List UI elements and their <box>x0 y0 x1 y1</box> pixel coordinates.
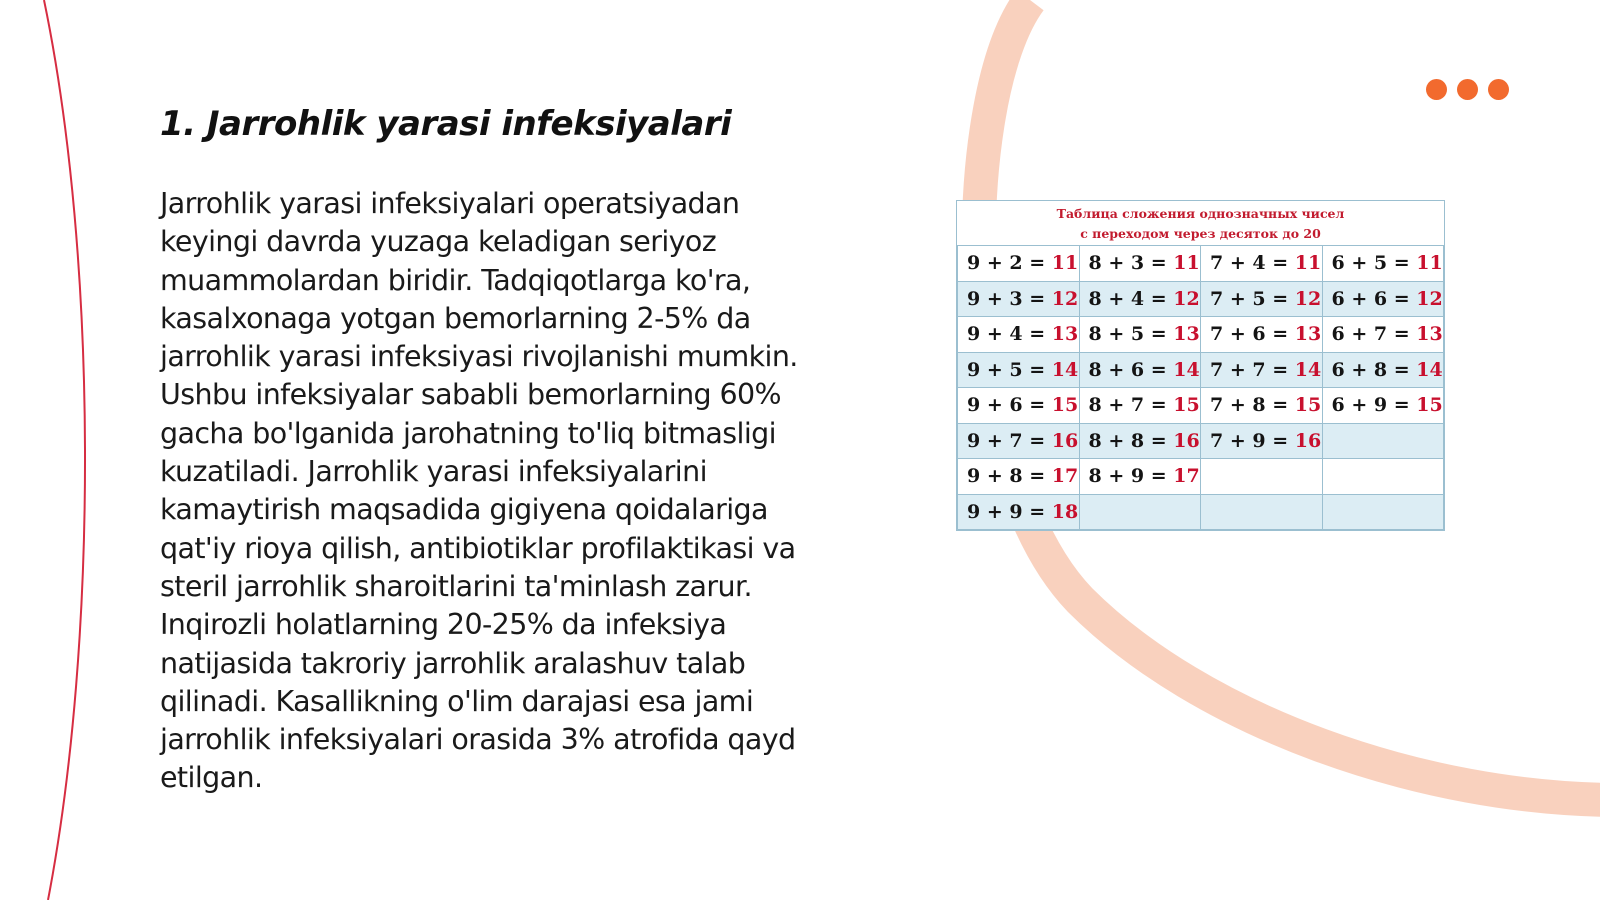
table-cell <box>1322 494 1444 530</box>
cell-expression: 7 + 9 = <box>1210 429 1289 452</box>
table-row <box>958 494 1444 530</box>
table-cell <box>1079 459 1201 495</box>
table-cell <box>958 388 1080 424</box>
cell-expression: 6 + 5 = <box>1331 252 1410 275</box>
table-cell <box>1079 317 1201 353</box>
cell-result: 11 <box>1173 252 1200 275</box>
cell-expression: 8 + 6 = <box>1088 358 1167 381</box>
cell-result: 17 <box>1051 465 1079 488</box>
table-caption-line2: с переходом через десяток до 20 <box>1080 226 1321 241</box>
cell-result: 17 <box>1173 465 1200 488</box>
cell-result: 12 <box>1416 287 1443 310</box>
table-row <box>958 317 1444 353</box>
table-cell <box>1322 281 1444 317</box>
cell-result: 15 <box>1294 394 1322 417</box>
table-cell <box>1322 459 1444 495</box>
cell-expression: 9 + 6 = <box>967 394 1046 417</box>
table-cell <box>1079 352 1201 388</box>
table-row <box>958 246 1444 282</box>
table-cell <box>1322 388 1444 424</box>
table-cell <box>1201 317 1323 353</box>
table-cell <box>1079 281 1201 317</box>
cell-expression: 9 + 7 = <box>967 429 1046 452</box>
table-cell <box>1322 352 1444 388</box>
cell-expression: 6 + 9 = <box>1331 394 1410 417</box>
table-cell <box>1322 317 1444 353</box>
cell-result: 11 <box>1294 252 1322 275</box>
table-cell <box>1079 423 1201 459</box>
table-cell <box>1322 423 1444 459</box>
table-cell <box>1201 494 1323 530</box>
cell-result: 16 <box>1294 429 1322 452</box>
table-cell <box>1201 459 1323 495</box>
table-cell <box>958 246 1080 282</box>
slide-body-text: Jarrohlik yarasi infeksiyalari operatsiyadan keyingi davrda yuzaga keladigan seriyoz muammolardan biridir. Tadqiqotlarga ko'ra, kasalxonaga yotgan bemorlarning 2-5% da jarrohlik yarasi infeksiyasi rivojlanishi mumkin. Ushbu infeksiyalar sababli bemorlarning 60% gacha bo'lganida jarohatning to'liq bitmasligi kuzatiladi. Jarrohlik yarasi infeksiyalarini kamaytirish maqsadida gigiyena qoidalariga qat'iy rioya qilish, antibiotiklar profilaktikasi va steril jarrohlik sharoitlarini ta'minlash zarur. Inqirozli holatlarning 20-25% da infeksiya natijasida takroriy jarrohlik aralashuv talab qilinadi. Kasallikning o'lim darajasi esa jami jarrohlik infeksiyalari orasida 3% atrofida qayd etilgan. <box>160 187 798 795</box>
cell-result: 14 <box>1051 358 1079 381</box>
accent-dot <box>1488 79 1509 100</box>
cell-result: 15 <box>1173 394 1200 417</box>
table-cell <box>1079 388 1201 424</box>
addition-table <box>957 245 1444 530</box>
addition-table-image <box>956 200 1445 531</box>
cell-expression: 7 + 8 = <box>1210 394 1289 417</box>
cell-result: 15 <box>1416 394 1443 417</box>
cell-result: 13 <box>1294 323 1322 346</box>
cell-result: 14 <box>1294 358 1322 381</box>
table-caption-line1: Таблица сложения однозначных чисел <box>1056 206 1345 221</box>
cell-expression: 8 + 4 = <box>1088 287 1167 310</box>
cell-expression: 9 + 2 = <box>967 252 1046 275</box>
table-cell <box>958 281 1080 317</box>
cell-expression: 8 + 3 = <box>1088 252 1167 275</box>
cell-expression: 6 + 6 = <box>1331 287 1410 310</box>
table-cell <box>1201 246 1323 282</box>
cell-expression: 7 + 4 = <box>1210 252 1289 275</box>
cell-result: 11 <box>1051 252 1079 275</box>
cell-expression: 9 + 5 = <box>967 358 1046 381</box>
cell-result: 14 <box>1173 358 1200 381</box>
cell-result: 12 <box>1294 287 1322 310</box>
table-cell <box>1201 423 1323 459</box>
cell-result: 16 <box>1173 429 1200 452</box>
table-row <box>958 352 1444 388</box>
cell-expression: 9 + 9 = <box>967 500 1046 523</box>
cell-expression: 9 + 8 = <box>967 465 1046 488</box>
cell-result: 13 <box>1416 323 1443 346</box>
cell-result: 13 <box>1173 323 1200 346</box>
table-cell <box>1201 281 1323 317</box>
cell-expression: 7 + 5 = <box>1210 287 1289 310</box>
cell-expression: 9 + 3 = <box>967 287 1046 310</box>
accent-dot <box>1457 79 1478 100</box>
cell-expression: 8 + 7 = <box>1088 394 1167 417</box>
cell-result: 18 <box>1051 500 1079 523</box>
cell-expression: 6 + 8 = <box>1331 358 1410 381</box>
cell-expression: 8 + 5 = <box>1088 323 1167 346</box>
menu-dots-icon <box>1426 79 1509 100</box>
cell-expression: 7 + 7 = <box>1210 358 1289 381</box>
cell-result: 11 <box>1416 252 1443 275</box>
cell-result: 12 <box>1051 287 1079 310</box>
table-cell <box>1079 494 1201 530</box>
cell-result: 13 <box>1051 323 1079 346</box>
cell-expression: 9 + 4 = <box>967 323 1046 346</box>
cell-result: 15 <box>1051 394 1079 417</box>
cell-result: 12 <box>1173 287 1200 310</box>
table-cell <box>958 494 1080 530</box>
slide-title: 1. Jarrohlik yarasi infeksiyalari <box>160 104 732 144</box>
table-row <box>958 281 1444 317</box>
table-caption <box>957 201 1444 245</box>
table-row <box>958 388 1444 424</box>
table-cell <box>1322 246 1444 282</box>
cell-result: 16 <box>1051 429 1079 452</box>
table-cell <box>1201 388 1323 424</box>
cell-expression: 8 + 9 = <box>1088 465 1167 488</box>
accent-dot <box>1426 79 1447 100</box>
table-row <box>958 459 1444 495</box>
table-cell <box>958 352 1080 388</box>
left-red-curve <box>44 0 85 900</box>
cell-expression: 6 + 7 = <box>1331 323 1410 346</box>
table-cell <box>1201 352 1323 388</box>
cell-expression: 8 + 8 = <box>1088 429 1167 452</box>
cell-result: 14 <box>1416 358 1443 381</box>
cell-expression: 7 + 6 = <box>1210 323 1289 346</box>
table-row <box>958 423 1444 459</box>
table-cell <box>958 317 1080 353</box>
table-cell <box>1079 246 1201 282</box>
table-cell <box>958 459 1080 495</box>
table-cell <box>958 423 1080 459</box>
